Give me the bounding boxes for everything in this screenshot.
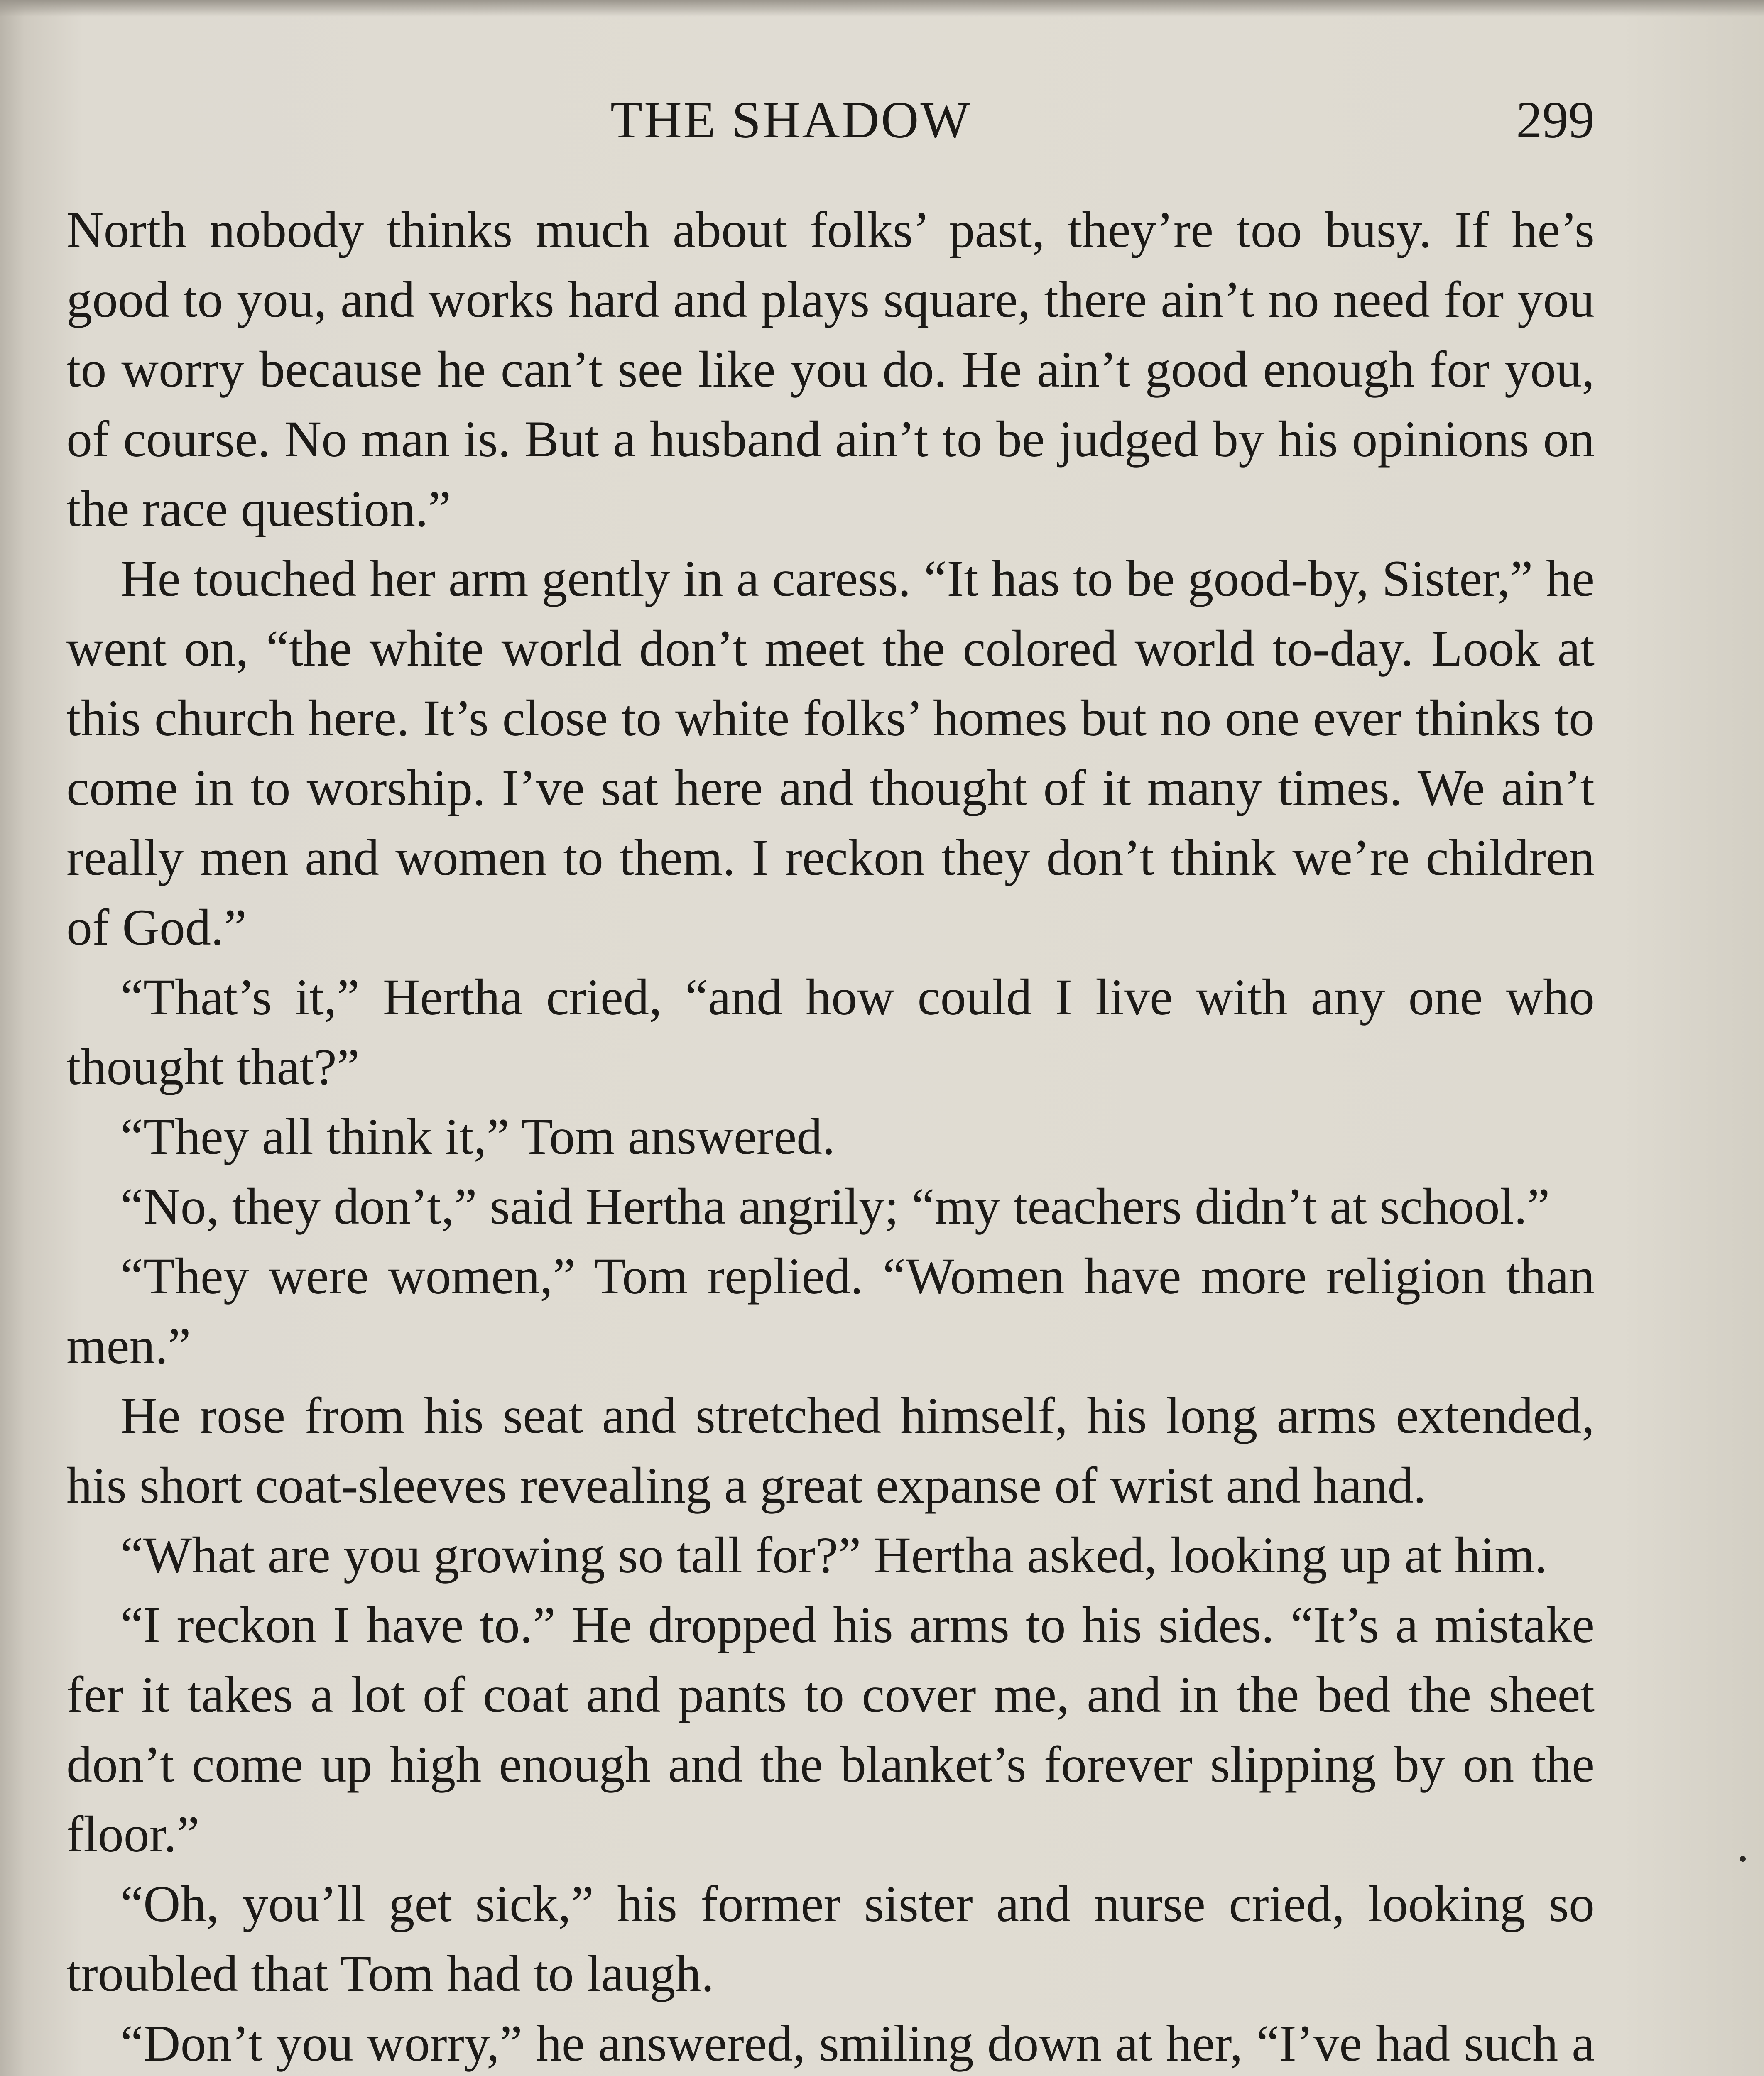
paragraph: “No, they don’t,” said Hertha angrily; “my teachers didn’t at school.” xyxy=(120,1178,1550,1235)
paragraph: “They all think it,” Tom answered. xyxy=(120,1108,835,1165)
ink-speck xyxy=(1740,1856,1746,1862)
paragraph: “Don’t you worry,” he answered, smiling down at her, “I’ve had such a xyxy=(120,2015,1595,2072)
paragraph: He rose from his seat and stretched himself, his long arms extended, his short coat-sleeves revealing a great expanse of wrist and hand. xyxy=(66,1387,1595,1514)
paragraph: He touched her arm gently in a caress. “It has to be good-by, Sister,” he went on, “the white world don’t meet the colored world to-day. Look at this church here. It’s close to white folks’ homes but no one ever thinks to come in to worship. I’ve sat here and thought of it many times. We ain’t really men and women to them. I reckon they don’t think we’re children of God.” xyxy=(66,550,1595,956)
paragraph: “That’s it,” Hertha cried, “and how could I live with any one who thought that?” xyxy=(66,969,1595,1095)
paragraph: North nobody thinks much about folks’ past, they’re too busy. If he’s good to you, and works hard and plays square, there ain’t no need for you to worry because he can’t see like you do. He ain’t good enough for you, of course. No man is. But a husband ain’t to be judged by his opinions on the race question.” xyxy=(66,201,1595,537)
paragraph: “What are you growing so tall for?” Hertha asked, looking up at him. xyxy=(120,1527,1548,1584)
body-text xyxy=(66,195,1595,2076)
running-title: THE SHADOW xyxy=(610,91,972,149)
paragraph: “Oh, you’ll get sick,” his former sister and nurse cried, looking so troubled that Tom had to laugh. xyxy=(66,1875,1595,2002)
paragraph: “They were women,” Tom replied. “Women have more religion than men.” xyxy=(66,1248,1595,1374)
paragraph: “I reckon I have to.” He dropped his arms to his sides. “It’s a mistake fer it takes a lot of coat and pants to cover me, and in the bed the sheet don’t come up high enough and the blanket’s forever slipping by on the floor.” xyxy=(66,1596,1595,1863)
page-header xyxy=(66,93,1595,147)
page-number: 299 xyxy=(1516,91,1595,149)
page-edge-shadow xyxy=(0,0,1764,17)
